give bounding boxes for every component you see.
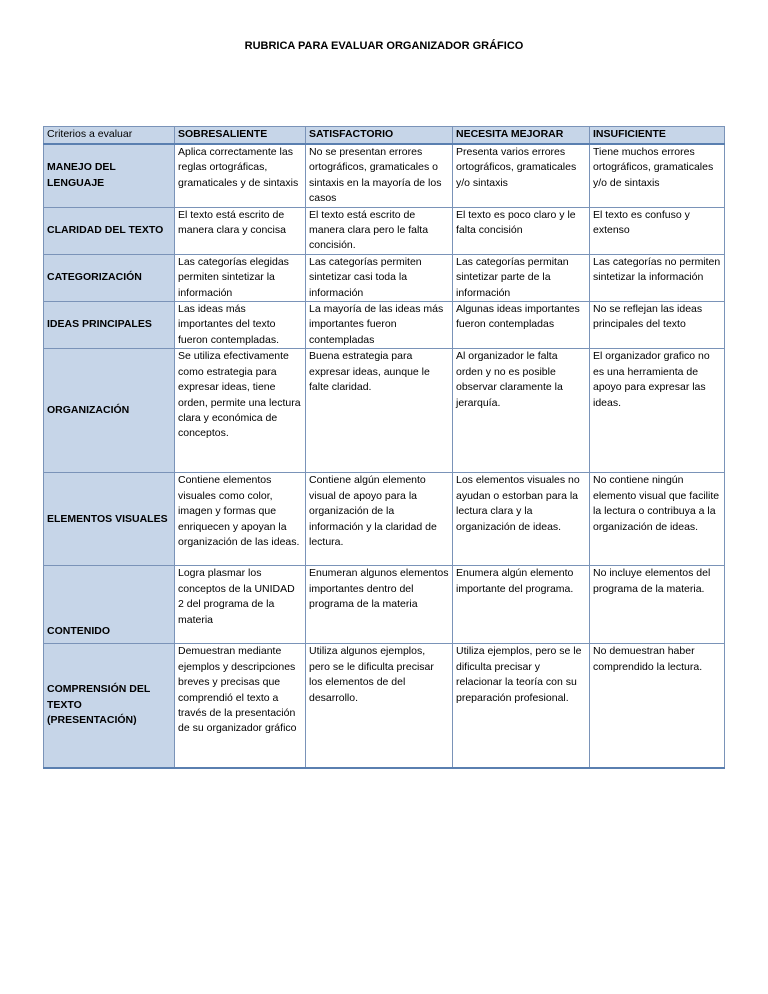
table-row [44, 144, 725, 207]
rubric-cell: Los elementos visuales no ayudan o estorban para la lectura clara y la organización de ideas. [453, 473, 590, 566]
page-title: RUBRICA PARA EVALUAR ORGANIZADOR GRÁFICO [244, 40, 524, 52]
table-row [44, 349, 725, 473]
rubric-cell: Enumeran algunos elementos importantes dentro del programa de la materia [306, 566, 453, 644]
rubric-cell: No incluye elementos del programa de la materia. [590, 566, 725, 644]
table-row [44, 644, 725, 768]
header-necesita-mejorar: NECESITA MEJORAR [453, 127, 590, 145]
criterion-cell: CATEGORIZACIÓN [44, 254, 175, 301]
rubric-cell: Al organizador le falta orden y no es posible observar claramente la jerarquía. [453, 349, 590, 473]
rubric-cell: Las categorías permiten sintetizar casi toda la información [306, 254, 453, 301]
rubric-cell: Presenta varios errores ortográficos, gramaticales y/o sintaxis [453, 144, 590, 207]
rubric-cell: No se presentan errores ortográficos, gramaticales o sintaxis en la mayoría de los casos [306, 144, 453, 207]
rubric-cell: Buena estrategia para expresar ideas, aunque le falte claridad. [306, 349, 453, 473]
criterion-cell: ELEMENTOS VISUALES [44, 473, 175, 566]
rubric-cell: Utiliza ejemplos, pero se le dificulta precisar y relacionar la teoría con su preparación profesional. [453, 644, 590, 768]
table-row [44, 566, 725, 644]
rubric-cell: El texto es poco claro y le falta concisión [453, 207, 590, 254]
rubric-cell: No se reflejan las ideas principales del texto [590, 302, 725, 349]
criterion-cell: COMPRENSIÓN DEL TEXTO (PRESENTACIÓN) [44, 644, 175, 768]
rubric-cell: El texto está escrito de manera clara pero le falta concisión. [306, 207, 453, 254]
header-insuficiente: INSUFICIENTE [590, 127, 725, 145]
rubric-cell: Enumera algún elemento importante del programa. [453, 566, 590, 644]
rubric-cell: El texto está escrito de manera clara y concisa [175, 207, 306, 254]
table-row [44, 302, 725, 349]
header-satisfactorio: SATISFACTORIO [306, 127, 453, 145]
rubric-cell: Las categorías elegidas permiten sintetizar la información [175, 254, 306, 301]
rubric-cell: Utiliza algunos ejemplos, pero se le dificulta precisar los elementos de del desarrollo. [306, 644, 453, 768]
rubric-cell: La mayoría de las ideas más importantes fueron contempladas [306, 302, 453, 349]
rubric-cell: Las categorías permitan sintetizar parte de la información [453, 254, 590, 301]
header-row [44, 127, 725, 145]
rubric-cell: Contiene elementos visuales como color, imagen y formas que enriquecen y apoyan la organización de las ideas. [175, 473, 306, 566]
table-row [44, 254, 725, 301]
rubric-cell: Demuestran mediante ejemplos y descripciones breves y precisas que comprendió el texto a través de la presentación de su organizador gráfico [175, 644, 306, 768]
rubric-cell: Tiene muchos errores ortográficos, gramaticales y/o de sintaxis [590, 144, 725, 207]
rubric-cell: Algunas ideas importantes fueron contempladas [453, 302, 590, 349]
header-criteria: Criterios a evaluar [44, 127, 175, 145]
criterion-cell: IDEAS PRINCIPALES [44, 302, 175, 349]
rubric-cell: Se utiliza efectivamente como estrategia para expresar ideas, tiene orden, permite una lectura clara y económica de conceptos. [175, 349, 306, 473]
criterion-cell: ORGANIZACIÓN [44, 349, 175, 473]
table-row [44, 207, 725, 254]
rubric-table [43, 126, 725, 769]
header-sobresaliente: SOBRESALIENTE [175, 127, 306, 145]
criterion-cell: CLARIDAD DEL TEXTO [44, 207, 175, 254]
rubric-cell: Las categorías no permiten sintetizar la información [590, 254, 725, 301]
criterion-cell: MANEJO DEL LENGUAJE [44, 144, 175, 207]
rubric-cell: No demuestran haber comprendido la lectura. [590, 644, 725, 768]
criterion-cell: CONTENIDO [44, 566, 175, 644]
rubric-cell: El organizador grafico no es una herramienta de apoyo para expresar las ideas. [590, 349, 725, 473]
table-row [44, 473, 725, 566]
rubric-cell: Las ideas más importantes del texto fueron contempladas. [175, 302, 306, 349]
rubric-cell: Contiene algún elemento visual de apoyo para la organización de la información y la claridad de lectura. [306, 473, 453, 566]
rubric-cell: El texto es confuso y extenso [590, 207, 725, 254]
rubric-cell: Logra plasmar los conceptos de la UNIDAD 2 del programa de la materia [175, 566, 306, 644]
rubric-cell: No contiene ningún elemento visual que facilite la lectura o contribuya a la organización de ideas. [590, 473, 725, 566]
rubric-cell: Aplica correctamente las reglas ortográficas, gramaticales y de sintaxis [175, 144, 306, 207]
